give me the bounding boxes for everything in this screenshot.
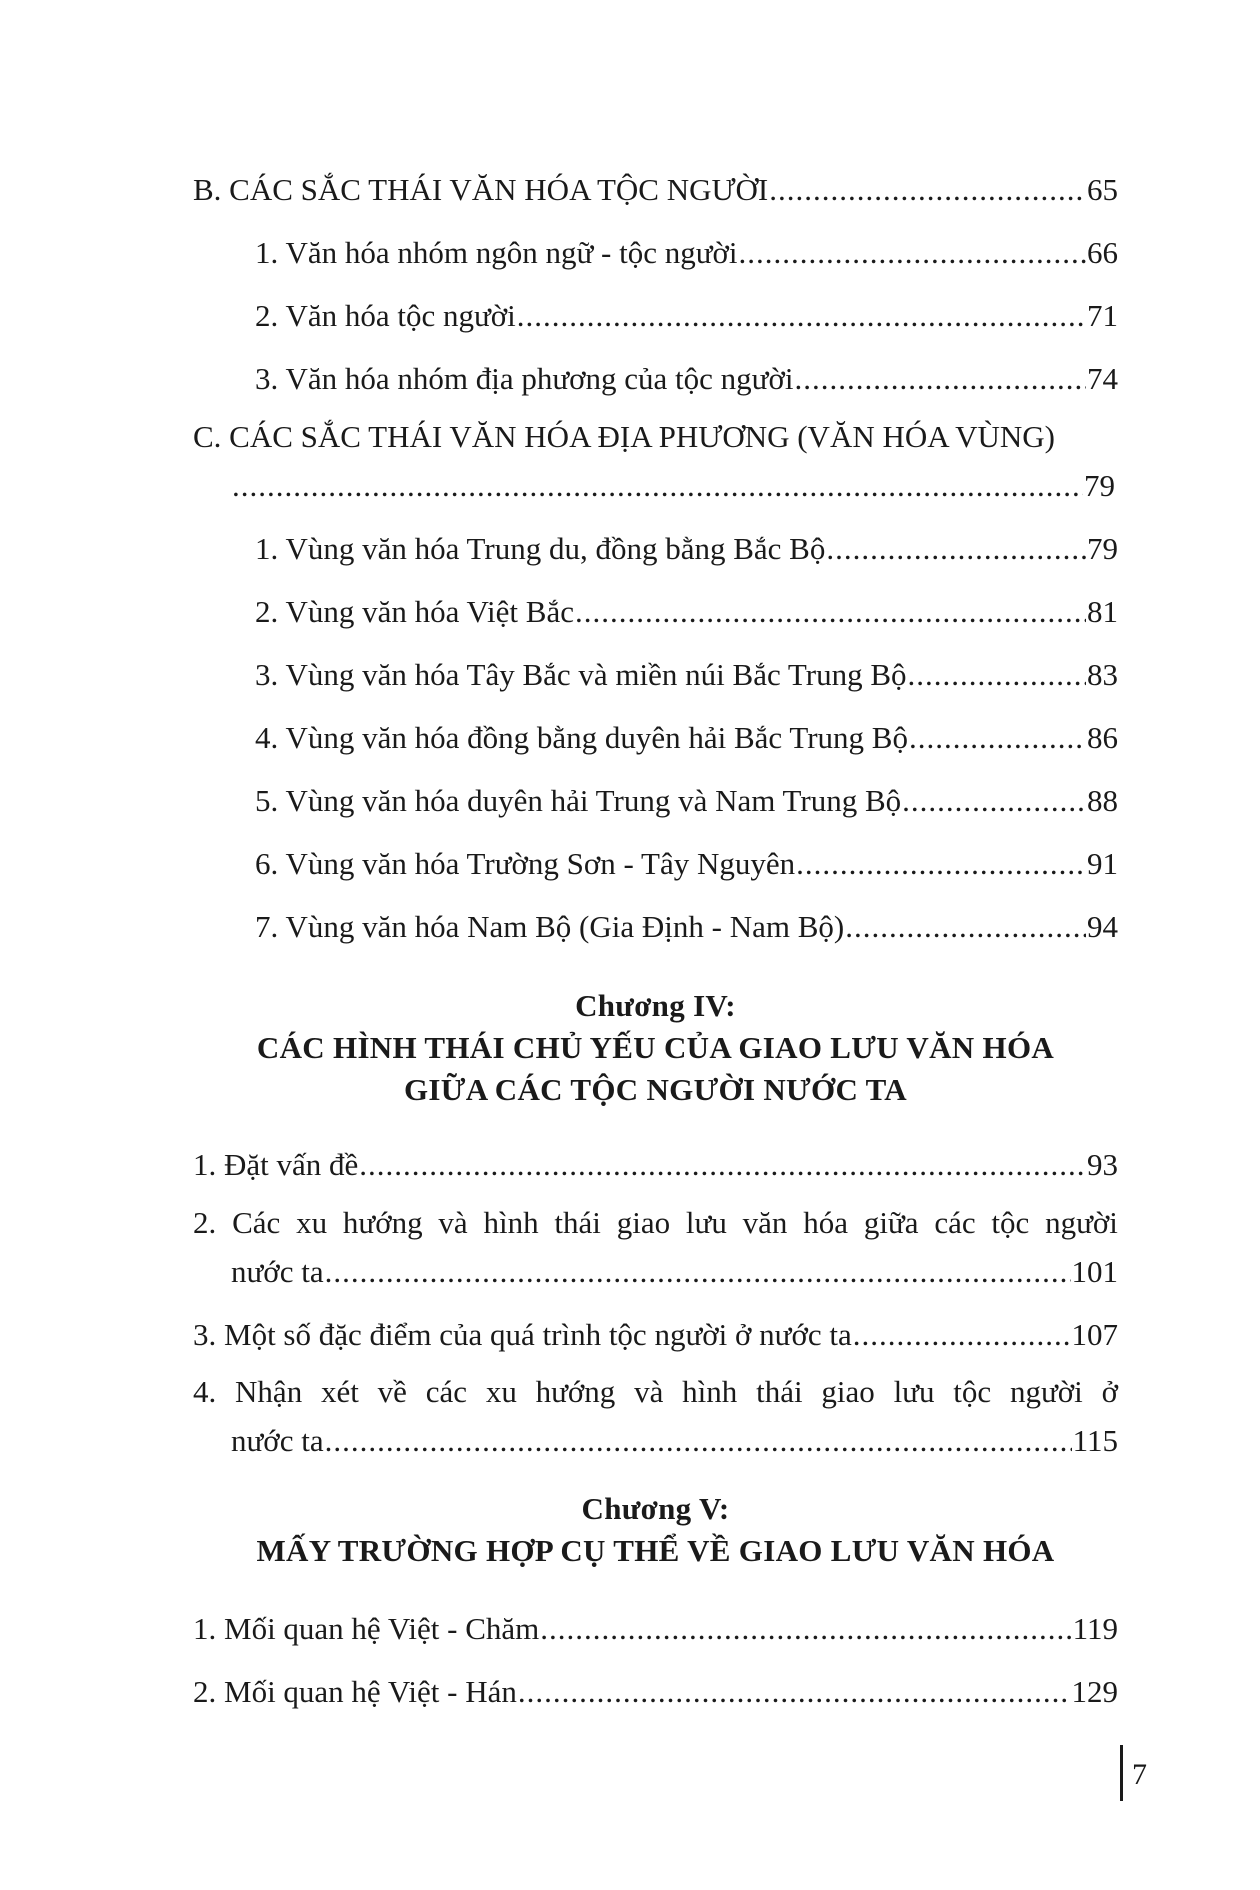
toc-entry xyxy=(255,296,1118,336)
toc-entry-label: 5. Vùng văn hóa duyên hải Trung và Nam Trung Bộ xyxy=(255,783,902,818)
toc-entry xyxy=(255,529,1118,569)
word: giữa xyxy=(863,1205,919,1240)
toc-page-number: 71 xyxy=(1087,298,1118,333)
dot-leader xyxy=(769,170,1086,210)
toc-entry-label: 3. Một số đặc điểm của quá trình tộc người ở nước ta xyxy=(193,1317,852,1352)
dot-leader xyxy=(325,1421,1072,1461)
toc-entry-continuation xyxy=(231,1252,1118,1292)
toc-page-number: 93 xyxy=(1087,1147,1118,1182)
dot-leader xyxy=(796,844,1086,884)
dot-leader xyxy=(853,1315,1071,1355)
toc-page-number: 119 xyxy=(1072,1611,1118,1646)
word: người xyxy=(1045,1205,1118,1240)
word: hướng xyxy=(342,1205,423,1240)
toc-entry xyxy=(255,233,1118,273)
chapter-title-line: GIỮA CÁC TỘC NGƯỜI NƯỚC TA xyxy=(404,1072,907,1107)
dot-leader xyxy=(575,592,1086,632)
word: giao xyxy=(616,1205,671,1240)
toc-entry xyxy=(255,844,1118,884)
word: và xyxy=(634,1374,664,1409)
toc-entry-label: 1. Mối quan hệ Việt - Chăm xyxy=(193,1611,540,1646)
word: 2. xyxy=(193,1205,217,1240)
toc-entry-label: 2. Văn hóa tộc người xyxy=(255,298,516,333)
dot-leader xyxy=(739,233,1086,273)
toc-entry-label: 3. Văn hóa nhóm địa phương của tộc người xyxy=(255,361,794,396)
toc-page-number: 88 xyxy=(1087,783,1118,818)
word: tộc xyxy=(991,1205,1030,1240)
toc-page-number: 79 xyxy=(1084,468,1115,503)
toc-entry-label: 1. Văn hóa nhóm ngôn ngữ - tộc người xyxy=(255,235,738,270)
dot-leader xyxy=(908,655,1086,695)
word: tộc xyxy=(953,1374,992,1409)
word: ở xyxy=(1101,1374,1118,1409)
word: lưu xyxy=(893,1374,935,1409)
dot-leader xyxy=(794,359,1086,399)
word: hình xyxy=(483,1205,539,1240)
toc-entry xyxy=(193,1672,1118,1712)
dot-leader xyxy=(517,296,1086,336)
toc-entry xyxy=(255,718,1118,758)
word: người xyxy=(1009,1374,1083,1409)
dot-leader xyxy=(902,781,1086,821)
toc-entry xyxy=(193,1315,1118,1355)
chapter-5-heading xyxy=(193,1488,1118,1572)
toc-entry xyxy=(255,359,1118,399)
toc-entry-label: C. CÁC SẮC THÁI VĂN HÓA ĐỊA PHƯƠNG (VĂN HÓA VÙNG) xyxy=(193,419,1055,454)
dot-leader xyxy=(909,718,1086,758)
word: các xyxy=(934,1205,976,1240)
toc-entry-label: 2. Vùng văn hóa Việt Bắc xyxy=(255,594,574,629)
word: lưu xyxy=(685,1205,727,1240)
folio-rule xyxy=(1120,1745,1123,1801)
toc-entry-label: 1. Đặt vấn đề xyxy=(193,1147,359,1182)
toc-page-number: 74 xyxy=(1087,361,1118,396)
dot-leader xyxy=(325,1252,1071,1292)
toc-page-number: 65 xyxy=(1087,172,1118,207)
toc-entry-label: 3. Vùng văn hóa Tây Bắc và miền núi Bắc Trung Bộ xyxy=(255,657,907,692)
word: thái xyxy=(756,1374,803,1409)
word: 4. xyxy=(193,1374,217,1409)
word: thái xyxy=(554,1205,601,1240)
toc-entry xyxy=(255,907,1118,947)
toc-entry-label: B. CÁC SẮC THÁI VĂN HÓA TỘC NGƯỜI xyxy=(193,172,769,207)
word: các xyxy=(425,1374,468,1409)
toc-entry xyxy=(255,781,1118,821)
chapter-title-line: CÁC HÌNH THÁI CHỦ YẾU CỦA GIAO LƯU VĂN HÓA xyxy=(256,1030,1055,1065)
word: giao xyxy=(821,1374,875,1409)
word: và xyxy=(438,1205,468,1240)
toc-page-number: 129 xyxy=(1071,1674,1118,1709)
toc-entry xyxy=(193,1609,1118,1649)
toc-entry-justified-line xyxy=(193,1372,1118,1412)
toc-entry-section-c-leader xyxy=(231,466,1115,506)
toc-entry-label: 6. Vùng văn hóa Trường Sơn - Tây Nguyên xyxy=(255,846,796,881)
chapter-number: Chương V: xyxy=(581,1491,730,1526)
word: xét xyxy=(321,1374,359,1409)
toc-entry-label: 2. Mối quan hệ Việt - Hán xyxy=(193,1674,517,1709)
toc-entry-section-b xyxy=(193,170,1118,210)
toc-entry-continuation xyxy=(231,1421,1118,1461)
word: văn xyxy=(742,1205,788,1240)
toc-entry-label: nước ta xyxy=(231,1423,324,1458)
word: hình xyxy=(682,1374,738,1409)
toc-entry-label: 1. Vùng văn hóa Trung du, đồng bằng Bắc Bộ xyxy=(255,531,826,566)
toc-page-number: 115 xyxy=(1072,1423,1118,1458)
word: về xyxy=(377,1374,407,1409)
dot-leader xyxy=(518,1672,1071,1712)
toc-page-number: 107 xyxy=(1071,1317,1118,1352)
toc-entry xyxy=(255,655,1118,695)
word: Các xyxy=(232,1205,281,1240)
word: hóa xyxy=(803,1205,848,1240)
toc-page-number: 86 xyxy=(1087,720,1118,755)
toc-entry-label: nước ta xyxy=(231,1254,324,1289)
dot-leader xyxy=(845,907,1086,947)
toc-entry-justified-line xyxy=(193,1203,1118,1243)
toc-entry xyxy=(193,1145,1118,1185)
dot-leader xyxy=(826,529,1086,569)
toc-page-number: 83 xyxy=(1087,657,1118,692)
toc-page-number: 79 xyxy=(1087,531,1118,566)
page-number: 7 xyxy=(1132,1758,1147,1791)
chapter-4-heading xyxy=(193,985,1118,1111)
toc-page-number: 81 xyxy=(1087,594,1118,629)
chapter-title-line: MẤY TRƯỜNG HỢP CỤ THỂ VỀ GIAO LƯU VĂN HÓA xyxy=(256,1533,1055,1568)
dot-leader xyxy=(232,466,1083,506)
toc-page-number: 94 xyxy=(1087,909,1118,944)
chapter-number: Chương IV: xyxy=(575,988,736,1023)
word: Nhận xyxy=(235,1374,303,1409)
word: xu xyxy=(485,1374,517,1409)
toc-entry-label: 4. Vùng văn hóa đồng bằng duyên hải Bắc Trung Bộ xyxy=(255,720,908,755)
dot-leader xyxy=(359,1145,1086,1185)
toc-page-number: 101 xyxy=(1071,1254,1118,1289)
dot-leader xyxy=(540,1609,1071,1649)
toc-entry-label: 7. Vùng văn hóa Nam Bộ (Gia Định - Nam Bộ) xyxy=(255,909,845,944)
toc-entry-section-c-title xyxy=(193,417,1118,457)
word: xu xyxy=(296,1205,328,1240)
toc-page-number: 66 xyxy=(1087,235,1118,270)
word: hướng xyxy=(535,1374,616,1409)
toc-entry xyxy=(255,592,1118,632)
toc-page-number: 91 xyxy=(1087,846,1118,881)
